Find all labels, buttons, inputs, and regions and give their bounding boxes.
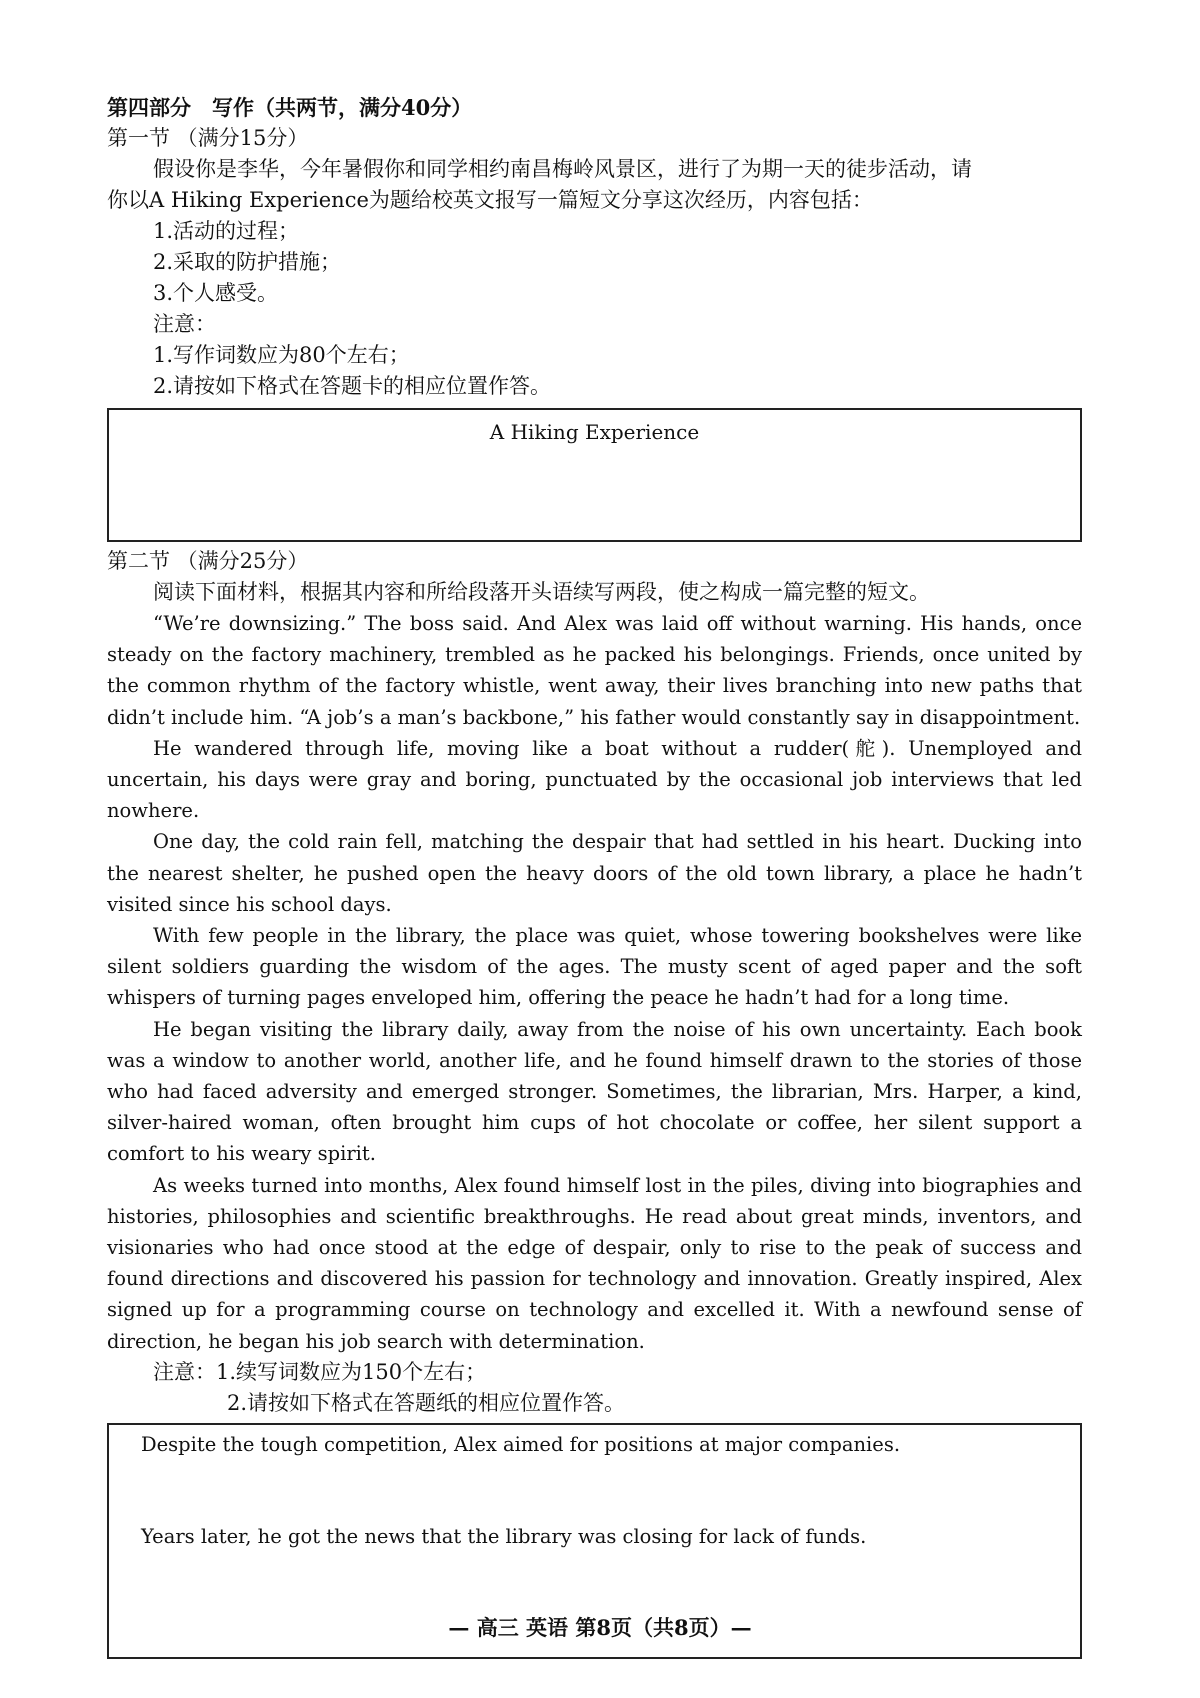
note-item: 1.续写词数应为150个左右；	[216, 1359, 487, 1384]
section1-prompt-line1: 假设你是李华，今年暑假你和同学相约南昌梅岭风景区，进行了为期一天的徒步活动，请	[153, 157, 972, 181]
story-paragraph: He began visiting the library daily, away from the noise of his own uncertainty. Each book was a window to another world, another life, and he found himself drawn to the stories of those who had faced adversity and emerged stronger. Sometimes, the librarian, Mrs. Harper, a kind, silver-haired woman, often brought him cups of hot chocolate or coffee, her silent support a comfort to his weary spirit.	[107, 1017, 1082, 1166]
story-paragraph: With few people in the library, the place was quiet, whose towering bookshelves were like silent soldiers guarding the wisdom of the ages. The musty scent of aged paper and the soft whispers of turning pages enveloped him, offering the peace he hadn’t had for a long time.	[107, 924, 1082, 1010]
notice-label: 注意：	[153, 312, 216, 336]
content-item: 3.个人感受。	[153, 281, 279, 305]
section1-heading: 第一节 （满分15分）	[107, 126, 309, 150]
paragraph-opener: Despite the tough competition, Alex aimed for positions at major companies.	[141, 1432, 901, 1456]
content-item: 1.活动的过程；	[153, 219, 300, 243]
part-title: 第四部分 写作（共两节，满分40分）	[107, 95, 473, 120]
content-item: 2.采取的防护措施；	[153, 250, 342, 274]
story-paragraph: As weeks turned into months, Alex found himself lost in the piles, diving into biographies and histories, philosophies and scientific breakthroughs. He read about great minds, inventors, and visionaries who had once stood at the edge of despair, only to rise to the peak of success and found directions and discovered his passion for technology and innovation. Greatly inspired, Alex signed up for a programming course on technology and excelled it. With a newfound sense of direction, he began his job search with determination.	[107, 1173, 1082, 1353]
story-paragraph: He wandered through life, moving like a boat without a rudder(舵). Unemployed and uncertain, his days were gray and boring, punctuated by the occasional job interviews that led nowhere.	[107, 736, 1082, 823]
section2-instruction: 阅读下面材料，根据其内容和所给段落开头语续写两段，使之构成一篇完整的短文。	[153, 580, 930, 604]
story-paragraph: One day, the cold rain fell, matching the despair that had settled in his heart. Ducking into the nearest shelter, he pushed open the heavy doors of the old town library, a place he hadn’t visited since his school days.	[107, 830, 1082, 916]
exam-page	[107, 92, 1082, 1659]
section2-heading: 第二节 （满分25分）	[107, 549, 309, 573]
note-item: 1.写作词数应为80个左右；	[153, 343, 410, 367]
notice-label: 注意：	[153, 1359, 216, 1384]
section1-prompt-line2: 你以A Hiking Experience为题给校英文报写一篇短文分享这次经历，内容包括：	[107, 188, 873, 212]
answer-box-title: A Hiking Experience	[489, 420, 700, 444]
paragraph-opener: Years later, he got the news that the library was closing for lack of funds.	[141, 1524, 867, 1548]
answer-box-section1	[107, 408, 1082, 542]
story-paragraph: “We’re downsizing.” The boss said. And Alex was laid off without warning. His hands, once steady on the factory machinery, trembled as he packed his belongings. Friends, once united by the common rhythm of the factory whistle, went away, their lives branching into new paths that didn’t include him. “A job’s a man’s backbone,” his father would constantly say in disappointment.	[107, 612, 1082, 729]
note-item: 2.请按如下格式在答题纸的相应位置作答。	[227, 1390, 626, 1415]
page-footer: — 高三 英语 第8页（共8页）—	[448, 1615, 752, 1640]
note-item: 2.请按如下格式在答题卡的相应位置作答。	[153, 374, 552, 398]
section2-notice	[107, 1357, 1082, 1388]
